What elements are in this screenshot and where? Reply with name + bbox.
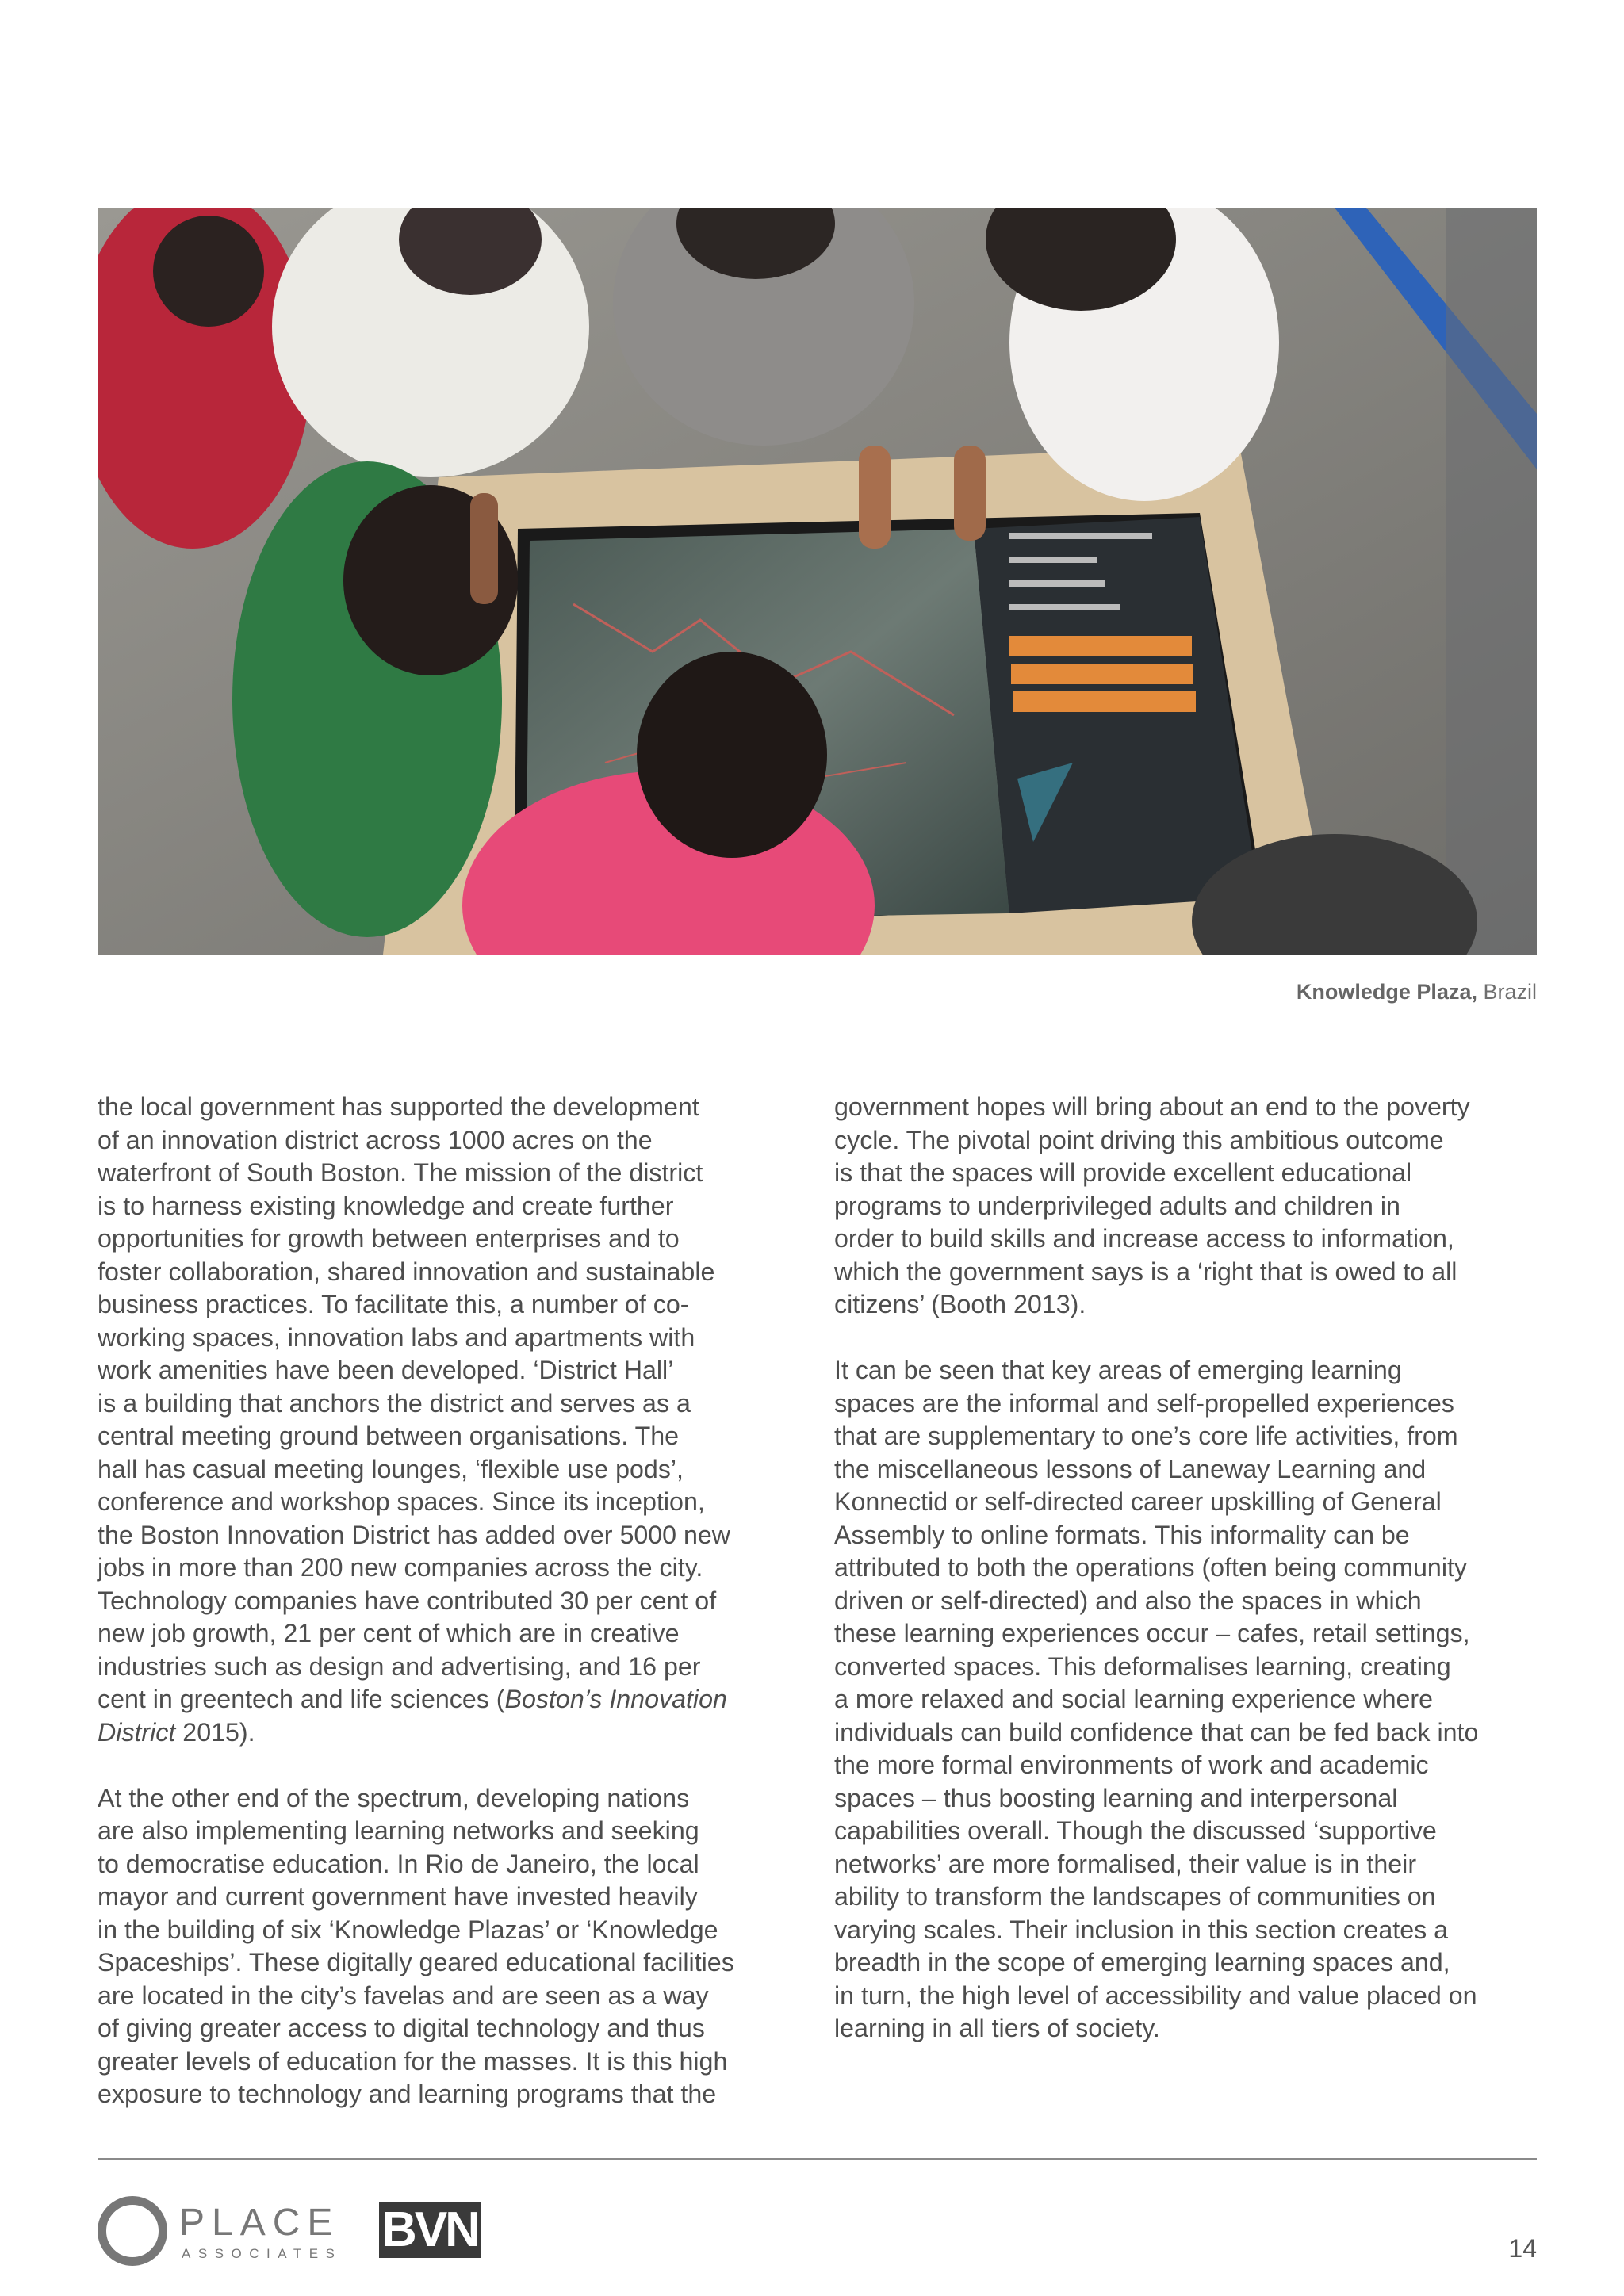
right-text-column — [834, 1091, 1532, 2078]
text-line: business practices. To facilitate this, a number of co- — [98, 1290, 689, 1318]
text-line: industries such as design and advertising, and 16 per — [98, 1651, 701, 1681]
text-line: mayor and current government have invested heavily — [98, 1882, 698, 1911]
caption-title: Knowledge Plaza, — [1296, 980, 1477, 1004]
text-line: these learning experiences occur – cafes, retail settings, — [834, 1619, 1470, 1647]
text-line: converted spaces. This deformalises learning, creating — [834, 1651, 1451, 1681]
text-line: cycle. The pivotal point driving this ambitious outcome — [834, 1125, 1444, 1154]
left-paragraph-2 — [98, 1782, 795, 2111]
text-line: driven or self-directed) and also the spaces in which — [834, 1586, 1422, 1615]
text-line: networks’ are more formalised, their value is in their — [834, 1849, 1417, 1878]
logo-place-sub: ASSOCIATES — [182, 2246, 343, 2261]
place-ring-icon — [98, 2196, 167, 2266]
text-line: spaces – thus boosting learning and interpersonal — [834, 1783, 1398, 1812]
text-line: varying scales. Their inclusion in this section creates a — [834, 1915, 1449, 1944]
citation-post: 2015). — [175, 1717, 255, 1747]
text-line: citizens’ (Booth 2013). — [834, 1290, 1086, 1318]
text-line: ability to transform the landscapes of communities on — [834, 1882, 1436, 1911]
text-line: the Boston Innovation District has added over 5000 new — [98, 1520, 731, 1549]
citation-pre: cent in greentech and life sciences ( — [98, 1685, 505, 1713]
photo-illustration — [98, 208, 1537, 955]
text-line: opportunities for growth between enterprises and to — [98, 1224, 680, 1253]
text-line: Technology companies have contributed 30 per cent of — [98, 1586, 717, 1615]
text-line: of giving greater access to digital technology and thus — [98, 2014, 705, 2042]
citation-italic: District — [98, 1717, 176, 1747]
footer-divider — [98, 2158, 1537, 2160]
text-line: of an innovation district across 1000 acres on the — [98, 1125, 653, 1154]
text-line: Spaceships’. These digitally geared educational facilities — [98, 1948, 734, 1976]
text-line: that are supplementary to one’s core life activities, from — [834, 1422, 1458, 1450]
text-line: Konnectid or self-directed career upskilling of General — [834, 1487, 1442, 1516]
text-line: in the building of six ‘Knowledge Plazas’ or ‘Knowledge — [98, 1915, 718, 1944]
caption-location: Brazil — [1477, 980, 1537, 1004]
text-line: hall has casual meeting lounges, ‘flexible use pods’, — [98, 1454, 684, 1483]
text-line: working spaces, innovation labs and apartments with — [98, 1322, 695, 1352]
logo-place-word: PLACE — [179, 2202, 340, 2244]
text-line: spaces are the informal and self-propelled experiences — [834, 1388, 1454, 1418]
text-line: the local government has supported the development — [98, 1093, 699, 1121]
text-line: capabilities overall. Though the discussed ‘supportive — [834, 1816, 1437, 1845]
text-line: are also implementing learning networks and seeking — [98, 1816, 699, 1845]
right-paragraph-1 — [834, 1091, 1532, 1322]
text-line: learning in all tiers of society. — [834, 2014, 1160, 2042]
citation-italic: Boston’s Innovation — [504, 1685, 727, 1713]
place-associates-logo — [98, 2196, 343, 2267]
text-line: At the other end of the spectrum, developing nations — [98, 1783, 690, 1812]
text-line: jobs in more than 200 new companies across the city. — [98, 1553, 703, 1582]
text-line: is a building that anchors the district and serves as a — [98, 1388, 691, 1418]
knowledge-plaza-photo — [98, 208, 1537, 955]
text-line: conference and workshop spaces. Since its inception, — [98, 1487, 705, 1516]
text-line: breadth in the scope of emerging learning spaces and, — [834, 1948, 1450, 1976]
text-line: which the government says is a ‘right that is owed to all — [834, 1257, 1457, 1286]
text-line: work amenities have been developed. ‘District Hall’ — [98, 1356, 674, 1384]
text-line: central meeting ground between organisations. The — [98, 1422, 680, 1450]
text-line: programs to underprivileged adults and children in — [834, 1191, 1400, 1220]
text-line: government hopes will bring about an end to the poverty — [834, 1093, 1470, 1121]
text-line: It can be seen that key areas of emerging learning — [834, 1356, 1402, 1384]
photo-caption — [1297, 980, 1537, 1004]
text-line: greater levels of education for the masses. It is this high — [98, 2046, 728, 2076]
text-line: in turn, the high level of accessibility and value placed on — [834, 1980, 1477, 2010]
text-line: is that the spaces will provide excellent educational — [834, 1158, 1412, 1187]
page-number: 14 — [1508, 2234, 1537, 2263]
text-line: waterfront of South Boston. The mission of the district — [98, 1158, 703, 1187]
text-line: a more relaxed and social learning experience where — [834, 1685, 1434, 1713]
text-line: attributed to both the operations (often being community — [834, 1553, 1468, 1582]
text-line: individuals can build confidence that can be fed back into — [834, 1717, 1479, 1747]
left-paragraph-1 — [98, 1091, 795, 1749]
text-line: foster collaboration, shared innovation and sustainable — [98, 1257, 715, 1286]
left-text-column — [98, 1091, 795, 2144]
bvn-logo: BVN — [379, 2202, 481, 2258]
text-line: the miscellaneous lessons of Laneway Learning and — [834, 1454, 1427, 1483]
text-line: exposure to technology and learning programs that the — [98, 2080, 717, 2108]
text-line: order to build skills and increase access to information, — [834, 1224, 1454, 1253]
text-line: the more formal environments of work and academic — [834, 1751, 1429, 1779]
text-line: are located in the city’s favelas and are seen as a way — [98, 1980, 709, 2010]
citation-line — [98, 1716, 795, 1750]
text-line: to democratise education. In Rio de Janeiro, the local — [98, 1849, 699, 1878]
right-paragraph-2 — [834, 1354, 1532, 2045]
citation-line — [98, 1683, 795, 1716]
text-line: new job growth, 21 per cent of which are in creative — [98, 1619, 680, 1647]
text-line: Assembly to online formats. This informality can be — [834, 1520, 1410, 1549]
text-line: is to harness existing knowledge and create further — [98, 1191, 674, 1220]
